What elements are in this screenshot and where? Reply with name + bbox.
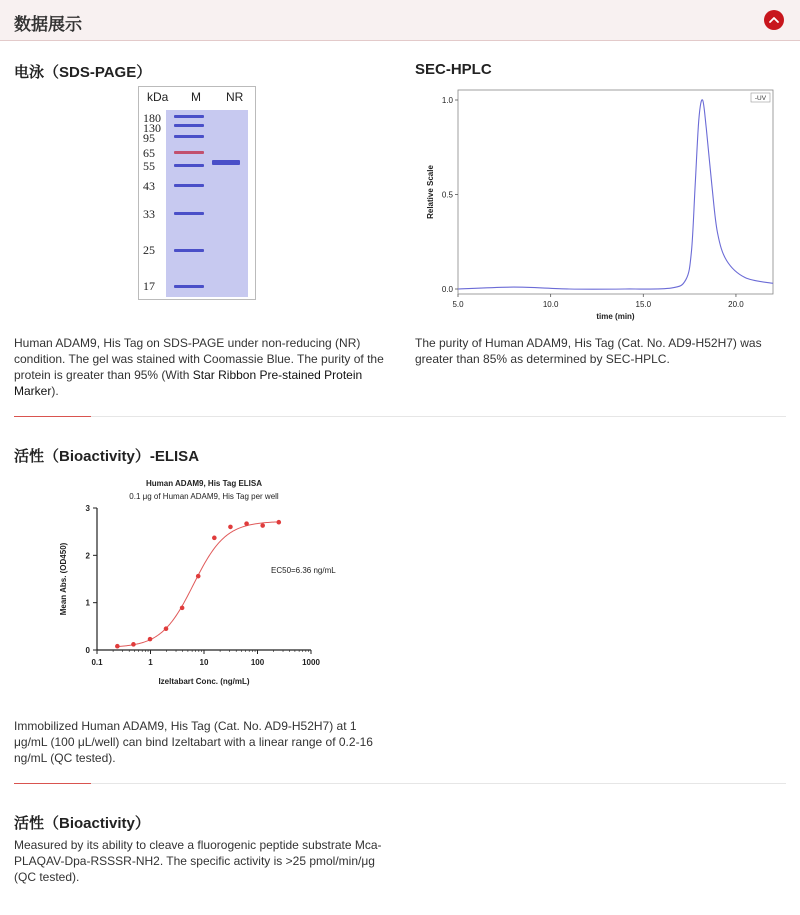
mw-label: 17 [143,279,155,293]
bioactivity-caption: Measured by its ability to cleave a fluorogenic peptide substrate Mca-PLAQAV-Dpa-RSSSR-NH2. The specific activity is >25 pmol/min/μg (QC tested). [14,838,382,884]
mw-label: 43 [143,179,155,193]
section-title: 数据展示 [14,15,82,34]
chart-subtitle: 0.1 μg of Human ADAM9, His Tag per well [129,492,279,501]
data-point [212,536,217,541]
marker-band [174,124,204,127]
data-point [180,606,185,611]
data-point [228,525,233,530]
x-tick-label: 100 [250,658,265,667]
gel-body [166,110,248,297]
y-tick-label: 0.0 [441,285,453,294]
y-tick-label: 0 [85,646,90,655]
mw-label: 65 [143,146,155,160]
data-point [148,637,153,642]
x-tick-label: 1 [148,658,153,667]
mw-label: 95 [143,131,155,145]
data-point [260,523,265,528]
uv-trace-line [458,100,773,289]
sample-band [212,160,240,165]
x-tick-label: 20.0 [728,300,744,309]
data-point [276,520,281,525]
kda-header: kDa [147,90,169,104]
y-axis-label: Relative Scale [426,165,435,219]
x-tick-label: 5.0 [452,300,464,309]
legend-label: -UV [754,95,767,102]
data-point [244,521,249,526]
mw-label: 55 [143,159,155,173]
mw-label: 25 [143,243,155,257]
x-tick-label: 15.0 [635,300,652,309]
marker-band [174,249,204,252]
marker-product-link[interactable]: Star Ribbon Pre-stained Protein Marker [14,368,363,398]
fit-curve [117,522,278,647]
data-point [164,626,169,631]
y-axis-label: Mean Abs. (OD450) [59,542,68,616]
mw-label: 180 [143,111,161,125]
marker-band [174,115,204,118]
bioactivity-title: 活性（Bioactivity） [14,815,150,832]
chart-title: Human ADAM9, His Tag ELISA [145,479,263,488]
x-axis-label: Izeltabart Conc. (ng/mL) [158,677,250,686]
marker-band [174,184,204,187]
data-point [196,574,201,579]
x-tick-label: 0.1 [91,658,103,667]
chevron-up-icon [768,14,780,26]
marker-band [174,135,204,138]
y-tick-label: 1 [85,598,90,608]
sec-hplc-title: SEC-HPLC [415,61,492,78]
section-header [0,0,800,41]
y-tick-label: 2 [85,551,90,561]
plot-frame [458,90,773,294]
data-point [131,642,136,647]
x-tick-label: 10.0 [542,300,559,309]
data-point [115,644,120,649]
ec50-annotation: EC50=6.36 ng/mL [271,566,336,575]
marker-lane-header: M [191,90,201,104]
elisa-chart [40,474,380,696]
mw-label: 33 [143,207,155,221]
y-tick-label: 1.0 [441,96,453,105]
sec-hplc-caption: The purity of Human ADAM9, His Tag (Cat. No. AD9-H52H7) was greater than 85% as determined by SEC-HPLC. [415,336,762,366]
marker-band [174,164,204,167]
y-tick-label: 0.5 [441,190,453,200]
sec-hplc-chart [415,84,780,324]
mw-label: 130 [143,121,161,135]
sds-page-title: 电泳（SDS-PAGE） [14,64,152,81]
sds-page-caption [14,335,384,399]
sample-lane-header: NR [226,90,244,104]
marker-band [174,151,204,154]
y-tick-label: 3 [85,504,90,513]
section-divider [14,416,786,417]
sds-caption-text: Human ADAM9, His Tag on SDS-PAGE under non-reducing (NR) condition. The gel was stained with Coomassie Blue. The purity of the protein is greater than 95% (With [14,336,384,382]
x-axis-label: time (min) [596,312,635,321]
sds-caption-end: ). [51,384,59,398]
section-divider [14,783,786,784]
x-tick-label: 10 [199,658,209,667]
elisa-caption: Immobilized Human ADAM9, His Tag (Cat. No. AD9-H52H7) at 1 μg/mL (100 μL/well) can bind Izeltabart with a linear range of 0.2-16 ng/mL (QC tested). [14,719,373,765]
marker-band [174,285,204,288]
collapse-button[interactable] [764,10,784,30]
marker-band [174,212,204,215]
elisa-title: 活性（Bioactivity）-ELISA [14,448,200,465]
x-tick-label: 1000 [302,658,320,667]
